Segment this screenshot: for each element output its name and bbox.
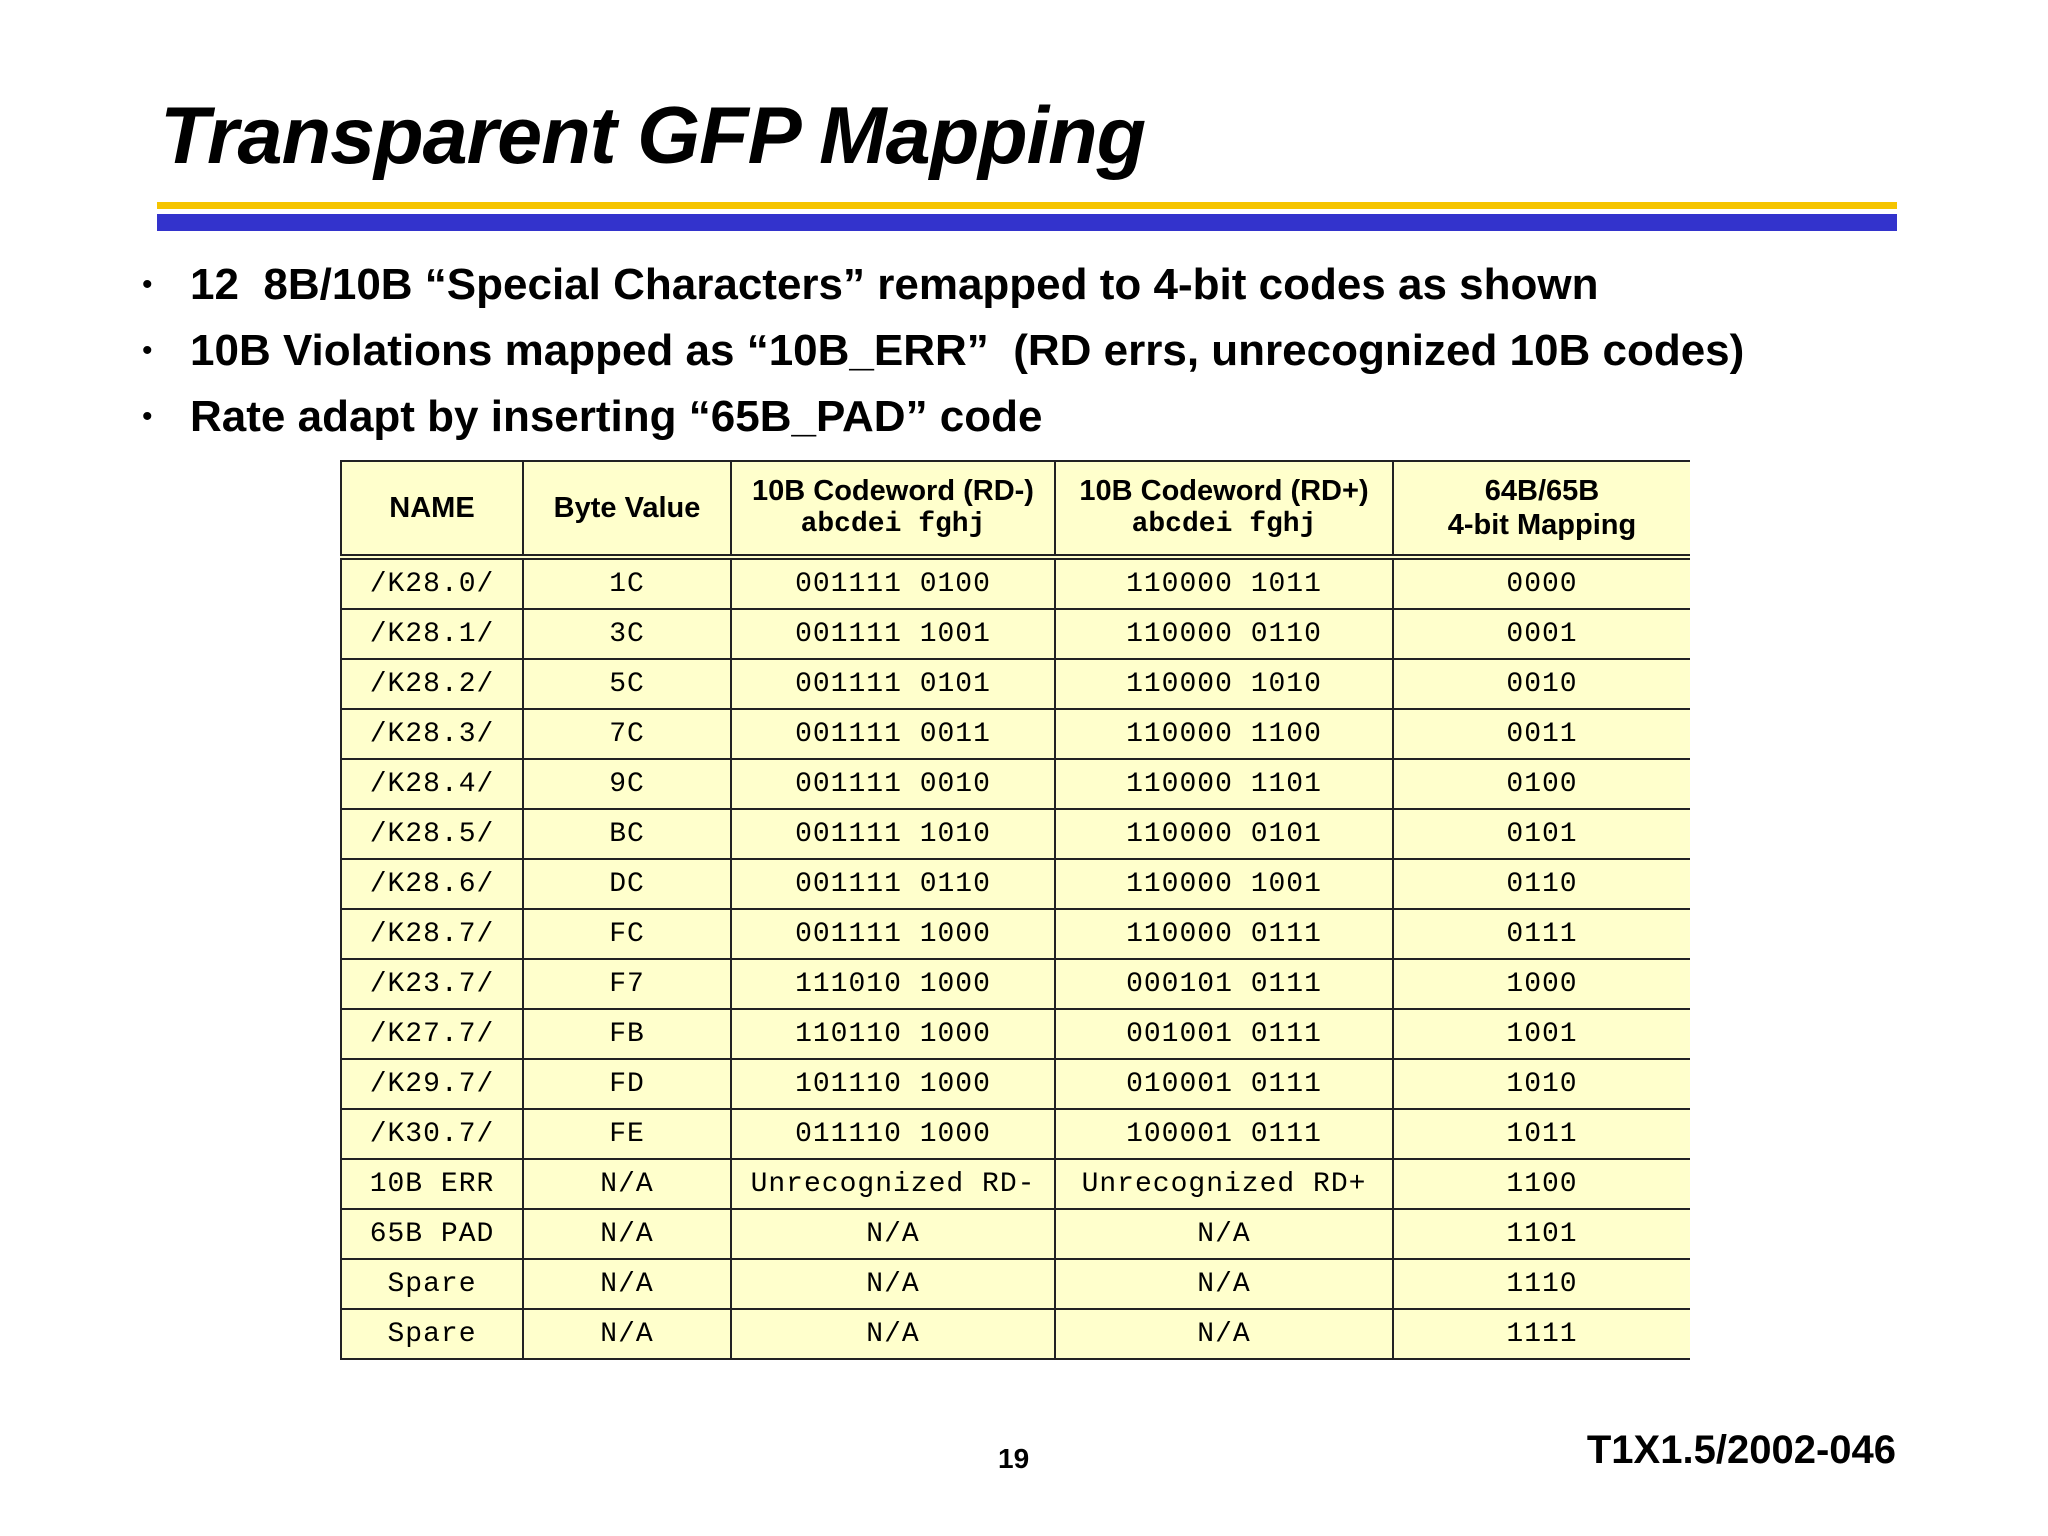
- cell-rd-minus: 001111 1001: [731, 609, 1055, 659]
- cell-rd-minus: Unrecognized RD-: [731, 1159, 1055, 1209]
- cell-rd-minus: N/A: [731, 1309, 1055, 1359]
- cell-rd-plus: 000101 0111: [1055, 959, 1393, 1009]
- cell-name: /K30.7/: [341, 1109, 523, 1159]
- cell-rd-plus: 110000 1011: [1055, 557, 1393, 609]
- cell-rd-plus: Unrecognized RD+: [1055, 1159, 1393, 1209]
- table-row: [341, 609, 1690, 659]
- page-number: 19: [998, 1443, 1030, 1474]
- table-row: [341, 959, 1690, 1009]
- cell-byte-value: 3C: [523, 609, 731, 659]
- cell-byte-value: FB: [523, 1009, 731, 1059]
- cell-rd-minus: 001111 1000: [731, 909, 1055, 959]
- cell-rd-minus: 001111 1010: [731, 809, 1055, 859]
- cell-mapping: 1111: [1393, 1309, 1690, 1359]
- header-byte-value: Byte Value: [523, 461, 731, 557]
- table-row: [341, 1309, 1690, 1359]
- cell-rd-plus: 110000 1100: [1055, 709, 1393, 759]
- cell-byte-value: N/A: [523, 1309, 731, 1359]
- table-row: [341, 1009, 1690, 1059]
- bullet-item: [140, 384, 1744, 450]
- cell-name: /K28.0/: [341, 557, 523, 609]
- cell-mapping: 0100: [1393, 759, 1690, 809]
- cell-rd-plus: N/A: [1055, 1259, 1393, 1309]
- bullet-dot-icon: •: [142, 334, 153, 367]
- header-rd-minus: 10B Codeword (RD-) abcdei fghj: [731, 461, 1055, 557]
- cell-rd-minus: N/A: [731, 1209, 1055, 1259]
- table-body: [341, 557, 1690, 1359]
- cell-mapping: 1001: [1393, 1009, 1690, 1059]
- cell-mapping: 0010: [1393, 659, 1690, 709]
- cell-rd-plus: N/A: [1055, 1209, 1393, 1259]
- title-rule-blue: [157, 214, 1897, 231]
- cell-mapping: 1010: [1393, 1059, 1690, 1109]
- bullet-list: [140, 252, 1744, 450]
- table-row: [341, 909, 1690, 959]
- table-row: [341, 1109, 1690, 1159]
- cell-rd-plus: 110000 1101: [1055, 759, 1393, 809]
- cell-mapping: 1110: [1393, 1259, 1690, 1309]
- cell-byte-value: N/A: [523, 1159, 731, 1209]
- cell-rd-minus: 101110 1000: [731, 1059, 1055, 1109]
- mapping-table: [340, 460, 1690, 1360]
- cell-byte-value: N/A: [523, 1259, 731, 1309]
- cell-byte-value: F7: [523, 959, 731, 1009]
- table-row: [341, 1259, 1690, 1309]
- cell-rd-minus: 001111 0011: [731, 709, 1055, 759]
- slide-title: Transparent GFP Mapping: [160, 91, 1146, 181]
- cell-rd-plus: 001001 0111: [1055, 1009, 1393, 1059]
- header-rd-plus-sub: abcdei fghj: [1131, 509, 1317, 540]
- bullet-text: 10B Violations mapped as “10B_ERR” (RD errs, unrecognized 10B codes): [190, 326, 1745, 375]
- bullet-dot-icon: •: [142, 400, 153, 433]
- cell-name: /K23.7/: [341, 959, 523, 1009]
- bullet-item: [140, 318, 1744, 384]
- cell-name: Spare: [341, 1259, 523, 1309]
- table-row: [341, 557, 1690, 609]
- title-rule-yellow: [157, 202, 1897, 209]
- cell-rd-plus: 110000 1010: [1055, 659, 1393, 709]
- cell-mapping: 0001: [1393, 609, 1690, 659]
- cell-rd-minus: 001111 0110: [731, 859, 1055, 909]
- cell-name: /K28.3/: [341, 709, 523, 759]
- cell-rd-minus: 110110 1000: [731, 1009, 1055, 1059]
- cell-byte-value: FC: [523, 909, 731, 959]
- cell-byte-value: 1C: [523, 557, 731, 609]
- bullet-item: [140, 252, 1744, 318]
- bullet-text: 12 8B/10B “Special Characters” remapped to 4-bit codes as shown: [190, 260, 1599, 309]
- cell-rd-plus: 110000 0111: [1055, 909, 1393, 959]
- cell-rd-minus: 111010 1000: [731, 959, 1055, 1009]
- cell-byte-value: FD: [523, 1059, 731, 1109]
- cell-mapping: 0111: [1393, 909, 1690, 959]
- bullet-text: Rate adapt by inserting “65B_PAD” code: [190, 392, 1043, 441]
- cell-mapping: 1101: [1393, 1209, 1690, 1259]
- cell-name: Spare: [341, 1309, 523, 1359]
- cell-mapping: 1100: [1393, 1159, 1690, 1209]
- table-row: [341, 659, 1690, 709]
- header-mapping: 64B/65B 4-bit Mapping: [1393, 461, 1690, 557]
- cell-byte-value: FE: [523, 1109, 731, 1159]
- table-row: [341, 1059, 1690, 1109]
- cell-mapping: 1011: [1393, 1109, 1690, 1159]
- table-row: [341, 1159, 1690, 1209]
- header-rd-minus-sub: abcdei fghj: [800, 509, 986, 540]
- cell-name: /K27.7/: [341, 1009, 523, 1059]
- table-row: [341, 809, 1690, 859]
- cell-rd-minus: 001111 0101: [731, 659, 1055, 709]
- cell-rd-plus: 110000 0110: [1055, 609, 1393, 659]
- document-id: T1X1.5/2002-046: [1586, 1428, 1896, 1472]
- mapping-table-container: [340, 460, 1690, 1360]
- table-row: [341, 1209, 1690, 1259]
- cell-name: /K28.2/: [341, 659, 523, 709]
- cell-name: /K29.7/: [341, 1059, 523, 1109]
- cell-rd-plus: 110000 0101: [1055, 809, 1393, 859]
- table-row: [341, 859, 1690, 909]
- cell-mapping: 0000: [1393, 557, 1690, 609]
- cell-byte-value: 9C: [523, 759, 731, 809]
- cell-byte-value: 7C: [523, 709, 731, 759]
- cell-rd-plus: 010001 0111: [1055, 1059, 1393, 1109]
- cell-name: /K28.1/: [341, 609, 523, 659]
- cell-mapping: 0101: [1393, 809, 1690, 859]
- cell-name: /K28.5/: [341, 809, 523, 859]
- cell-rd-plus: 100001 0111: [1055, 1109, 1393, 1159]
- bullet-dot-icon: •: [142, 268, 153, 301]
- cell-rd-minus: 001111 0100: [731, 557, 1055, 609]
- cell-byte-value: 5C: [523, 659, 731, 709]
- cell-rd-minus: 011110 1000: [731, 1109, 1055, 1159]
- cell-byte-value: BC: [523, 809, 731, 859]
- cell-mapping: 0110: [1393, 859, 1690, 909]
- table-row: [341, 759, 1690, 809]
- table-row: [341, 709, 1690, 759]
- header-name: NAME: [341, 461, 523, 557]
- cell-rd-plus: 110000 1001: [1055, 859, 1393, 909]
- cell-byte-value: N/A: [523, 1209, 731, 1259]
- cell-name: 10B ERR: [341, 1159, 523, 1209]
- cell-name: /K28.6/: [341, 859, 523, 909]
- cell-mapping: 1000: [1393, 959, 1690, 1009]
- cell-name: /K28.4/: [341, 759, 523, 809]
- cell-rd-plus: N/A: [1055, 1309, 1393, 1359]
- cell-mapping: 0011: [1393, 709, 1690, 759]
- cell-byte-value: DC: [523, 859, 731, 909]
- cell-name: 65B PAD: [341, 1209, 523, 1259]
- table-header-row: [341, 461, 1690, 557]
- cell-name: /K28.7/: [341, 909, 523, 959]
- header-rd-plus: 10B Codeword (RD+) abcdei fghj: [1055, 461, 1393, 557]
- cell-rd-minus: 001111 0010: [731, 759, 1055, 809]
- cell-rd-minus: N/A: [731, 1259, 1055, 1309]
